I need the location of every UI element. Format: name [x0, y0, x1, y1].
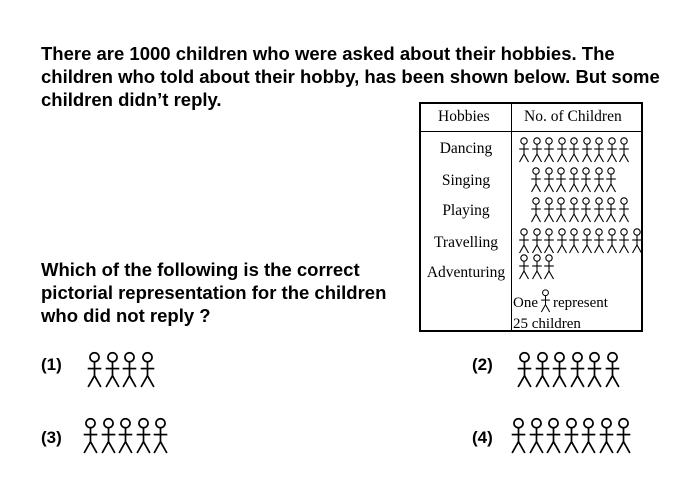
stick-figure-icon: [545, 417, 562, 455]
stick-figure-icon: [152, 417, 169, 455]
stick-figure-icon: [543, 254, 555, 280]
stick-figure-icon: [569, 351, 586, 389]
stick-figure-icon: [518, 228, 530, 254]
stick-figure-icon: [606, 228, 618, 254]
stick-figure-icon: [568, 228, 580, 254]
key-figure: [540, 289, 551, 313]
pictogram-adventuring: [518, 254, 556, 280]
hobby-singing: Singing: [441, 172, 491, 189]
table-header-divider: [421, 131, 641, 132]
stick-figure-icon: [556, 137, 568, 163]
stick-figure-icon: [580, 167, 592, 193]
stick-figure-icon: [530, 167, 542, 193]
stick-figure-icon: [581, 137, 593, 163]
question-text: Which of the following is the correct pictorial representation for the children who did not reply ?: [41, 259, 387, 326]
pictogram-dancing: [518, 137, 631, 163]
stick-figure-icon: [104, 351, 121, 389]
stick-figure-icon: [543, 228, 555, 254]
header-hobbies: Hobbies: [438, 108, 490, 125]
stick-figure-icon: [121, 351, 138, 389]
option-1-label[interactable]: (1): [41, 355, 62, 374]
stick-figure-icon: [543, 137, 555, 163]
stick-figure-icon: [580, 197, 592, 223]
stick-figure-icon: [598, 417, 615, 455]
stick-figure-icon: [593, 197, 605, 223]
option-4-figures[interactable]: [510, 417, 633, 455]
stick-figure-icon: [543, 197, 555, 223]
stick-figure-icon: [556, 228, 568, 254]
key-prefix: One: [513, 295, 538, 311]
stick-figure-icon: [615, 417, 632, 455]
stick-figure-icon: [82, 417, 99, 455]
stick-figure-icon: [518, 254, 530, 280]
hobby-playing: Playing: [442, 202, 490, 219]
stick-figure-icon: [563, 417, 580, 455]
key-value: 25 children: [513, 316, 581, 332]
stick-figure-icon: [593, 137, 605, 163]
pictogram-singing: [530, 167, 618, 193]
stick-figure-icon: [605, 167, 617, 193]
option-2-label[interactable]: (2): [472, 355, 493, 374]
stick-figure-icon: [604, 351, 621, 389]
stick-figure-icon: [86, 351, 103, 389]
intro-text: There are 1000 children who were asked about their hobbies. The children who told about their hobby, has been shown below. But some children didn’t reply.: [41, 43, 660, 110]
stick-figure-icon: [516, 351, 533, 389]
stick-figure-icon: [631, 228, 643, 254]
stick-figure-icon: [534, 351, 551, 389]
header-number-of-children: No. of Children: [524, 108, 622, 125]
stick-figure-icon: [618, 137, 630, 163]
stick-figure-icon: [568, 137, 580, 163]
option-3-figures[interactable]: [82, 417, 170, 455]
stick-figure-icon: [531, 137, 543, 163]
hobby-dancing: Dancing: [439, 140, 493, 157]
stick-figure-icon: [555, 167, 567, 193]
stick-figure-icon: [555, 197, 567, 223]
pictograph-key: [513, 289, 641, 334]
stick-figure-icon: [593, 167, 605, 193]
stick-figure-icon: [581, 228, 593, 254]
stick-figure-icon: [510, 417, 527, 455]
stick-figure-icon: [518, 137, 530, 163]
option-3-label[interactable]: (3): [41, 428, 62, 447]
stick-figure-icon: [568, 167, 580, 193]
hobby-travelling: Travelling: [433, 234, 498, 251]
stick-figure-icon: [117, 417, 134, 455]
stick-figure-icon: [531, 228, 543, 254]
pictograph-table: [419, 102, 643, 332]
stick-figure-icon: [135, 417, 152, 455]
option-4-label[interactable]: (4): [472, 428, 493, 447]
stick-figure-icon: [606, 137, 618, 163]
option-1-figures[interactable]: [86, 351, 156, 389]
stick-figure-icon: [618, 197, 630, 223]
stick-figure-icon: [593, 228, 605, 254]
hobby-adventuring: Adventuring: [426, 264, 506, 281]
stick-figure-icon: [586, 351, 603, 389]
stick-figure-icon: [530, 197, 542, 223]
stick-figure-icon: [531, 254, 543, 280]
table-column-divider: [511, 104, 512, 330]
stick-figure-icon: [528, 417, 545, 455]
stick-figure-icon: [618, 228, 630, 254]
stick-figure-icon: [100, 417, 117, 455]
stick-figure-icon: [139, 351, 156, 389]
stick-figure-icon: [540, 289, 551, 313]
option-2-figures[interactable]: [516, 351, 621, 389]
stick-figure-icon: [580, 417, 597, 455]
stick-figure-icon: [551, 351, 568, 389]
pictogram-playing: [530, 197, 630, 223]
stick-figure-icon: [543, 167, 555, 193]
stick-figure-icon: [605, 197, 617, 223]
stick-figure-icon: [568, 197, 580, 223]
key-suffix: represent: [553, 295, 608, 311]
pictogram-travelling: [518, 228, 643, 254]
